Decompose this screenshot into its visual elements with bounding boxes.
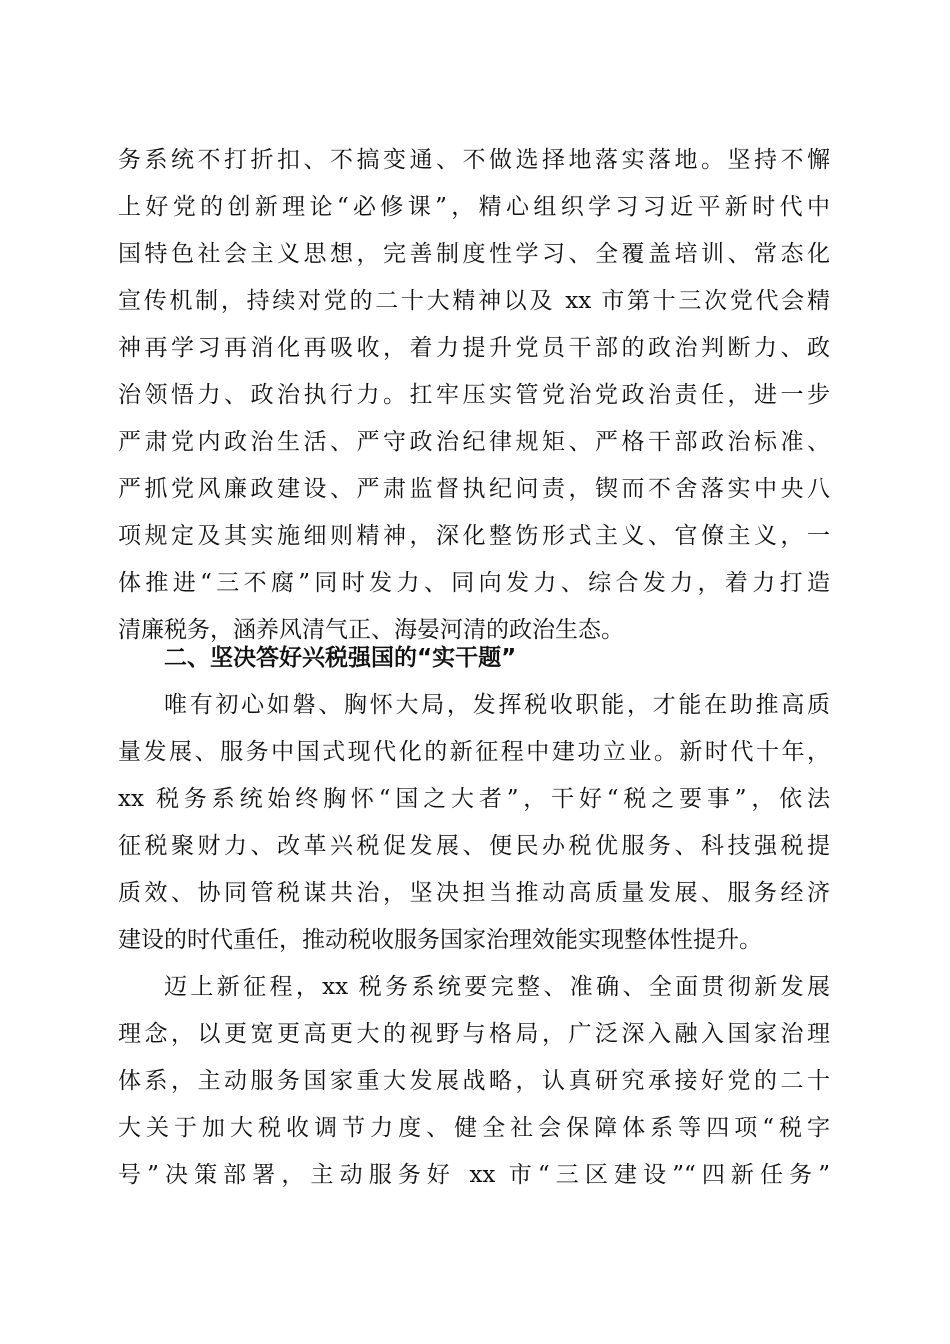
paragraph-line: 理念，以更宽更高更大的视野与格局，广泛深入融入国家治理 (118, 1021, 830, 1047)
paragraph-line: 上好党的创新理论“必修课”，精心组织学习习近平新时代中 (118, 194, 830, 220)
paragraph-line: 严抓党风廉政建设、严肃监督执纪问责，锲而不舍落实中央八 (118, 476, 830, 502)
paragraph-line: 国特色社会主义思想，完善制度性学习、全覆盖培训、常态化 (118, 241, 830, 267)
paragraph-line: 务系统不打折扣、不搞变通、不做选择地落实落地。坚持不懈 (118, 147, 830, 173)
paragraph-line: 体系，主动服务国家重大发展战略，认真研究承接好党的二十 (118, 1068, 830, 1094)
paragraph-line: 项规定及其实施细则精神，深化整饬形式主义、官僚主义，一 (118, 523, 830, 549)
paragraph-line: 建设的时代重任，推动税收服务国家治理效能实现整体性提升。 (118, 927, 762, 953)
paragraph-line: 迈上新征程，xx 税务系统要完整、准确、全面贯彻新发展 (164, 974, 830, 1000)
paragraph-line: 治领悟力、政治执行力。扛牢压实管党治党政治责任，进一步 (118, 382, 830, 408)
paragraph-line: 清廉税务，涵养风清气正、海晏河清的政治生态。 (118, 617, 624, 643)
paragraph-line: 量发展、服务中国式现代化的新征程中建功立业。新时代十年， (118, 739, 830, 765)
paragraph-line: 征税聚财力、改革兴税促发展、便民办税优服务、科技强税提 (118, 833, 830, 859)
paragraph-line: 宣传机制，持续对党的二十大精神以及 xx 市第十三次党代会精 (118, 288, 830, 314)
paragraph-line: 唯有初心如磐、胸怀大局，发挥税收职能，才能在助推高质 (164, 692, 830, 718)
paragraph-line: 神再学习再消化再吸收，着力提升党员干部的政治判断力、政 (118, 335, 830, 361)
paragraph-line: 质效、协同管税谋共治，坚决担当推动高质量发展、服务经济 (118, 880, 830, 906)
paragraph-line: xx 税务系统始终胸怀“国之大者”，干好“税之要事”，依法 (118, 786, 830, 812)
paragraph-line: 严肃党内政治生活、严守政治纪律规矩、严格干部政治标准、 (118, 429, 830, 455)
section-heading: 二、坚决答好兴税强国的“实干题” (164, 645, 517, 671)
paragraph-line: 大关于加大税收调节力度、健全社会保障体系等四项“税字 (118, 1115, 830, 1141)
paragraph-line: 体推进“三不腐”同时发力、同向发力、综合发力，着力打造 (118, 570, 830, 596)
paragraph-line: 号”决策部署，主动服务好 xx 市“三区建设”“四新任务” (118, 1162, 830, 1188)
